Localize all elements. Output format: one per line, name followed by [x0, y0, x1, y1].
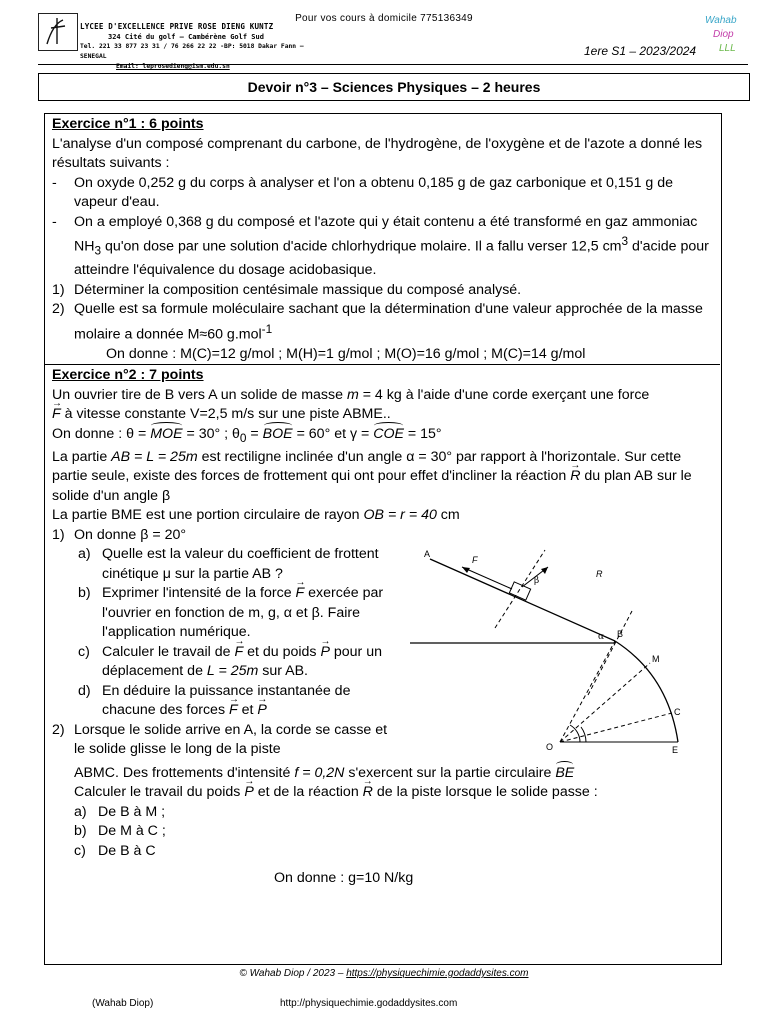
ex2-part-2: ABMC. Des frottements d'intensité f = 0,2N s'exercent sur la partie circulaire BE Calculer le travail du poids → P et de la réaction → R de la piste lorsque le solide passe : a) De B à M ; b) De M à C ; c) De B à C On donne : g=10 N/kg — [52, 764, 716, 889]
ex2-line-1: Un ouvrier tire de B vers A un solide de masse m = 4 kg à l'aide d'une corde exerçant une force — [52, 386, 650, 403]
label-b: B — [617, 629, 624, 639]
header-divider — [38, 64, 748, 65]
wahab-logo — [705, 14, 745, 62]
ex2-q2a: a) De B à M ; — [74, 803, 166, 820]
label-f: F — [472, 555, 478, 565]
ex1-question-2: 2) Quelle est sa formule moléculaire sachant que la détermination d'une valeur approchée de la masse molaire a donnée M≈60 g.mol$^{-1}$ — [52, 301, 703, 343]
ex2-q1b: b) Exprimer l'intensité de la force → F exercée par l'ouvrier en fonction de m, g, α et β. Faire l'application numérique. — [52, 584, 392, 643]
school-phone: Tel. 221 33 877 23 31 / 76 266 22 22 -BP: 5018 Dakar Fann – SENEGAL — [80, 43, 304, 60]
radius-ob — [560, 641, 615, 742]
ex1-bullet-1: - On oxyde 0,252 g du corps à analyser et l'on a obtenu 0,185 g de gaz carbonique et 0,151 g de vapeur d'eau. — [52, 174, 716, 213]
ex2-q1d: d) En déduire la puissance instantanée de chacune des forces → F et → P — [52, 682, 392, 721]
ex1-question-1: 1) Déterminer la composition centésimale massique du composé analysé. — [52, 281, 522, 298]
ex2-q1c: c) Calculer le travail de → F et du poids → P pour un déplacement de L = 25m sur AB. — [52, 643, 392, 682]
school-email: Email: leprosedieng@ism.edu.sn — [116, 63, 230, 70]
label-a: A — [424, 549, 431, 559]
school-name: LYCEE D'EXCELLENCE PRIVE ROSE DIENG KUNTZ — [80, 22, 274, 31]
logo-word-3: LLL — [719, 43, 736, 54]
class-label: 1ere S1 – 2023/2024 — [584, 44, 697, 58]
school-logo — [38, 13, 78, 51]
label-r: R — [596, 569, 603, 579]
label-m: M — [652, 654, 660, 664]
ex2-part-ab: La partie AB = L = 25m est rectiligne inclinée d'un angle α = 30° par rapport à l'horizontale. Sur cette partie seule, existe des forces de frottement qui ont pour effet d'incliner la réaction → R du plan AB sur le solide d'un angle β — [52, 448, 716, 507]
label-c: C — [674, 707, 681, 717]
track-diagram — [400, 545, 700, 770]
ex2-line-2: → F à vitesse constante V=2,5 m/s sur une piste ABME.. — [52, 405, 716, 425]
school-address: 324 Cité du golf – Cambérène Golf Sud — [108, 33, 264, 41]
top-note: Pour vos cours à domicile 775136349 — [295, 13, 473, 24]
label-alpha: α — [598, 632, 605, 642]
ex2-q2b: b) De M à C ; — [74, 823, 166, 840]
ex2-q2c: c) De B à C — [74, 842, 156, 859]
label-o: O — [546, 742, 554, 752]
solid-block — [509, 582, 530, 600]
ex1-bullet-2: - On a employé 0,368 g du composé et l'azote qui y était contenu a été transformé en gaz ammoniac $NH_3$ qu'on dose par une solution d'acide chlorhydrique molaire. Il a fallu verser 12,5 $cm^3$ d'acide pour atteindre l'équivalence du dosage acidobasique. — [52, 213, 709, 279]
label-e: E — [672, 745, 679, 755]
normal-at-b — [588, 611, 632, 695]
incline-ab — [430, 559, 615, 641]
footer-url[interactable]: http://physiquechimie.godaddysites.com — [280, 998, 458, 1009]
ex2-q1a: a) Quelle est la valeur du coefficient de frottent cinétique μ sur la partie AB ? — [78, 546, 379, 582]
label-beta: β — [534, 576, 540, 586]
ex2-angles: On donne : θ = MOE = 30° ; $\theta_0$ = BOE = 60° et γ = COE = 15° — [52, 425, 442, 445]
ex2-given: On donne : g=10 N/kg — [274, 870, 414, 887]
logo-word-2: Diop — [713, 29, 734, 40]
ex1-bullet-1-text: On oxyde 0,252 g du corps à analyser et l'on a obtenu 0,185 g de gaz carbonique et 0,151 g de vapeur d'eau. — [74, 174, 674, 210]
ex2-q2: 2) Lorsque le solide arrive en A, la corde se casse et le solide glisse le long de la piste — [52, 721, 388, 758]
arc-bme — [615, 641, 678, 742]
ex1-intro: L'analyse d'un composé comprenant du carbone, de l'hydrogène, de l'oxygène et de l'azote a donné les résultats suivants : — [52, 135, 703, 171]
footer-author: (Wahab Diop) — [92, 998, 154, 1009]
force-f-arrow — [462, 567, 512, 589]
exercise-1 — [52, 115, 716, 364]
ex1-title: Exercice n°1 : 6 points — [52, 116, 204, 132]
school-logo-icon — [39, 14, 77, 50]
footer-link[interactable]: https://physiquechimie.godaddysites.com — [346, 968, 529, 979]
ex2-title: Exercice n°2 : 7 points — [52, 367, 204, 383]
ex1-given: On donne : M(C)=12 g/mol ; M(H)=1 g/mol ; M(O)=16 g/mol ; M(C)=14 g/mol — [106, 345, 586, 362]
radius-om — [560, 663, 650, 742]
logo-word-1: Wahab — [705, 15, 737, 26]
ex2-part-1: 1) On donne β = 20° a) Quelle est la valeur du coefficient de frottent cinétique μ sur la partie AB ? b) Exprimer l'intensité de la force → F exercée par l'ouvrier en fonction de m, g, α et β. Faire l'application numérique. c) Calculer le travail de → F et du poids → P pour un déplacement de L = 25m sur AB. d) En déduire la puissance instantanée de chacune des forces → F et → P 2) Lorsque le solide arrive en A, la corde se casse et le solide glisse le long de la piste — [52, 526, 392, 760]
ex2-part-bme: La partie BME est une portion circulaire de rayon OB = r = 40 cm — [52, 507, 460, 524]
page-title: Devoir n°3 – Sciences Physiques – 2 heures — [38, 73, 750, 101]
footer-credit: © Wahab Diop / 2023 – https://physiquechimie.godaddysites.com — [239, 968, 529, 979]
